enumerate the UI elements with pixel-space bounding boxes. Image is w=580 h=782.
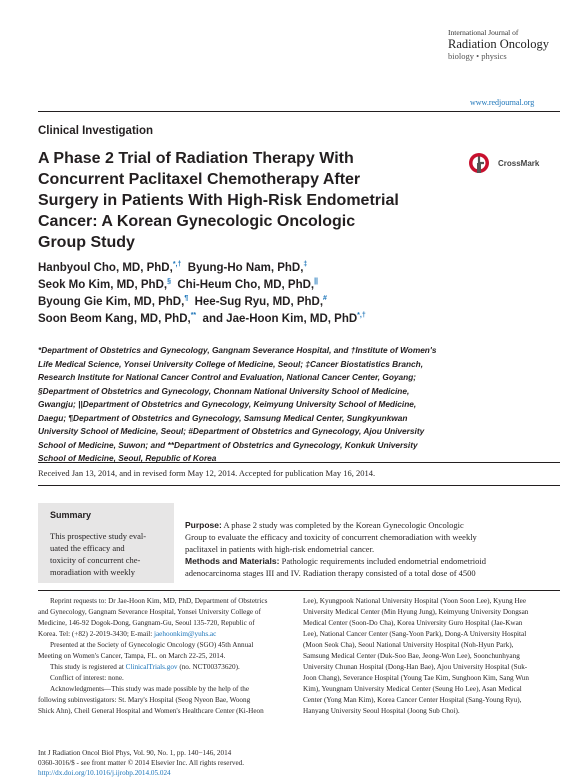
- affiliation-line: Daegu; ¶Department of Obstetrics and Gynecology, Samsung Medical Center, Sungkyunkwan: [38, 412, 408, 423]
- author-name: Soon Beom Kang, MD, PhD,: [38, 313, 191, 325]
- crossmark-icon: [468, 152, 490, 174]
- article-title: [38, 148, 458, 253]
- abstract-line: paclitaxel in patients with high-risk endometrial cancer.: [185, 544, 375, 554]
- reprint-line: and Gynecology, Gangnam Severance Hospital, Yonsei University College of: [38, 608, 261, 616]
- author-name: Chi-Heum Cho, MD, PhD,: [177, 279, 315, 291]
- ack-line: Acknowledgments—This study was made possible by the help of the: [50, 685, 250, 693]
- ack-continued-line: Lee), National Cancer Center (Sang-Yoon Park), Dong-A University Hospital: [303, 630, 527, 638]
- email-link[interactable]: jaehoonkim@yuhs.ac: [154, 630, 217, 638]
- received-dates: Received Jan 13, 2014, and in revised form May 12, 2014. Accepted for publication May 16, 2014.: [38, 468, 376, 478]
- title-line: Cancer: A Korean Gynecologic Oncologic: [38, 213, 356, 230]
- journal-name-line1: International Journal of: [448, 28, 519, 37]
- ack-continued-line: Kim), Yeungnam University Medical Center (Seung Ho Lee), Asan Medical: [303, 685, 522, 693]
- affiliation-line: School of Medicine, Suwon; and **Department of Obstetrics and Gynecology, Konkuk University: [38, 439, 418, 450]
- summary-line: toxicity of concurrent che-: [50, 555, 141, 565]
- title-line: Group Study: [38, 234, 135, 251]
- author-line: [38, 294, 558, 311]
- registered-suffix: (no. NCT00373620).: [177, 663, 240, 671]
- author-line: [38, 260, 558, 277]
- crossmark-badge[interactable]: [468, 152, 539, 174]
- title-line: A Phase 2 Trial of Radiation Therapy With: [38, 150, 354, 167]
- title-line: Concurrent Paclitaxel Chemotherapy After: [38, 171, 361, 188]
- ack-continued-line: Samsung Medical Center (Duk-Soo Bae, Jeong-Won Lee), Soonchunhyang: [303, 652, 520, 660]
- clinicaltrials-link[interactable]: ClinicalTrials.gov: [125, 663, 178, 671]
- affiliation-line: School of Medicine, Seoul, Republic of Korea: [38, 453, 217, 463]
- title-line: Surgery in Patients With High-Risk Endometrial: [38, 192, 399, 209]
- journal-name-line2: Radiation Oncology: [448, 37, 550, 51]
- presented-line: Meeting on Women's Cancer, Tampa, FL. on March 22-25, 2014.: [38, 652, 226, 660]
- author-name: Byung-Ho Nam, PhD,: [187, 262, 304, 274]
- abstract-line: adenocarcinoma stages III and IV. Radiation therapy consisted of a total dose of 4500: [185, 568, 476, 578]
- contact-text: Korea. Tel: (+82) 2-2019-3430; E-mail:: [38, 630, 154, 638]
- author-affiliation-mark[interactable]: ¶: [184, 295, 189, 303]
- summary-line: moradiation with weekly: [50, 567, 135, 577]
- author-name: Hanbyoul Cho, MD, PhD,: [38, 262, 173, 274]
- ack-continued-line: University Medical Center (Min Hyung Jung), Keimyung University Dongsan: [303, 608, 529, 616]
- author-name: Byoung Gie Kim, MD, PhD,: [38, 296, 185, 308]
- registered-prefix: This study is registered at: [50, 663, 126, 671]
- affiliation-line: §Department of Obstetrics and Gynecology, Chonnam National University School of Medicine,: [38, 385, 410, 396]
- citation-line: 0360-3016/$ - see front matter © 2014 Elsevier Inc. All rights reserved.: [38, 759, 245, 767]
- abstract-line: [185, 519, 561, 531]
- reprint-line: Reprint requests to: Dr Jae-Hoon Kim, MD, PhD, Department of Obstetrics: [50, 597, 268, 605]
- reprint-line: [38, 629, 296, 640]
- dates-divider-top: [38, 462, 560, 463]
- purpose-text: A phase 2 study was completed by the Korean Gynecologic Oncologic: [221, 520, 464, 530]
- ack-continued-line: (Moon Seok Cha), Seoul National University Hospital (Noh-Hyun Park),: [303, 641, 514, 649]
- footnotes-right: [303, 596, 561, 717]
- author-affiliation-mark[interactable]: ‡: [303, 261, 308, 269]
- author-name: Hee-Sug Ryu, MD, PhD,: [194, 296, 324, 308]
- abstract-line: [185, 555, 561, 567]
- purpose-heading: Purpose:: [185, 520, 222, 530]
- methods-heading: Methods and Materials:: [185, 556, 280, 566]
- journal-logo: [448, 28, 560, 61]
- reprint-line: Medicine, 146-92 Dogok-Dong, Gangnam-Gu, Seoul 135-720, Republic of: [38, 619, 255, 627]
- methods-text: Pathologic requirements included endometrial endometrioid: [279, 556, 487, 566]
- ack-continued-line: Medical Center (Soon-Do Cha), Korea University Guro Hospital (Jae-Kwan: [303, 619, 523, 627]
- citation-line: Int J Radiation Oncol Biol Phys, Vol. 90, No. 1, pp. 140−146, 2014: [38, 749, 232, 757]
- footnotes-left: [38, 596, 296, 717]
- section-label: Clinical Investigation: [38, 125, 154, 137]
- doi-link[interactable]: http://dx.doi.org/10.1016/j.ijrobp.2014.05.024: [38, 769, 171, 777]
- affiliation-line: Research Institute for National Cancer Control and Evaluation, National Cancer Center, Goyang;: [38, 372, 417, 382]
- journal-url-link[interactable]: www.redjournal.org: [470, 98, 535, 107]
- summary-line: uated the efficacy and: [50, 543, 125, 553]
- summary-title: Summary: [50, 510, 92, 520]
- conflict-line: Conflict of interest: none.: [50, 674, 124, 682]
- affiliation-line: Gwangju; ||Department of Obstetrics and Gynecology, Keimyung University School of Medicine,: [38, 399, 417, 409]
- author-name: and Jae-Hoon Kim, MD, PhD: [202, 313, 358, 325]
- ack-continued-line: Center (Yong Man Kim), Korea Cancer Center Hospital (Sang-Young Ryu),: [303, 696, 522, 704]
- ack-continued-line: Hanyang University Seoul Hospital (Joong Sub Choi).: [303, 707, 460, 715]
- author-list: [38, 260, 558, 328]
- author-affiliation-mark[interactable]: ||: [314, 278, 319, 286]
- author-name: Seok Mo Kim, MD, PhD,: [38, 279, 168, 291]
- author-affiliation-mark[interactable]: *,†: [172, 261, 182, 269]
- abstract-line: Group to evaluate the efficacy and toxicity of concurrent chemoradiation with weekly: [185, 532, 477, 542]
- footnote-divider: [38, 590, 560, 591]
- author-affiliation-mark[interactable]: §: [167, 278, 171, 286]
- ack-continued-line: Joon Chang), Severance Hospital (Young Tae Kim, Sunghoon Kim, Sang Wun: [303, 674, 529, 682]
- affiliation-line: *Department of Obstetrics and Gynecology, Gangnam Severance Hospital, and †Institute of Women's: [38, 345, 437, 355]
- ack-line: following subinvestigators: St. Mary's Hospital (Seog Nyeon Bae, Woong: [38, 696, 251, 704]
- presented-line: Presented at the Society of Gynecologic Oncology (SGO) 45th Annual: [50, 641, 254, 649]
- registered-line: [38, 662, 296, 673]
- author-affiliation-mark[interactable]: *,†: [357, 312, 366, 320]
- journal-name-line3: biology • physics: [448, 51, 507, 61]
- crossmark-label: CrossMark: [498, 158, 540, 168]
- affiliations: [38, 344, 560, 466]
- header-divider: [38, 111, 560, 112]
- summary-line: This prospective study eval-: [50, 531, 147, 541]
- author-affiliation-mark[interactable]: #: [323, 295, 327, 303]
- affiliation-line: University School of Medicine, Seoul; #Department of Obstetrics and Gynecology, Ajou University: [38, 426, 425, 436]
- citation-block: [38, 748, 244, 778]
- dates-divider-bottom: [38, 485, 560, 486]
- ack-continued-line: Lee), Kyungpook National University Hospital (Yoon Soon Lee), Kyung Hee: [303, 597, 527, 605]
- ack-line: Shick Ahn), Cheil General Hospital and Women's Healthcare Center (Ki-Heon: [38, 707, 264, 715]
- affiliation-line: Life Medical Science, Yonsei University College of Medicine, Seoul; ‡Cancer Biostatistics Branch,: [38, 358, 424, 369]
- ack-continued-line: University Chunan Hospital (Dong-Han Bae), Ajou University Hospital (Suk-: [303, 663, 528, 671]
- summary-text: [50, 530, 170, 578]
- author-line: [38, 277, 558, 294]
- author-line: [38, 311, 558, 328]
- author-affiliation-mark[interactable]: **: [190, 312, 197, 320]
- abstract: [185, 519, 561, 579]
